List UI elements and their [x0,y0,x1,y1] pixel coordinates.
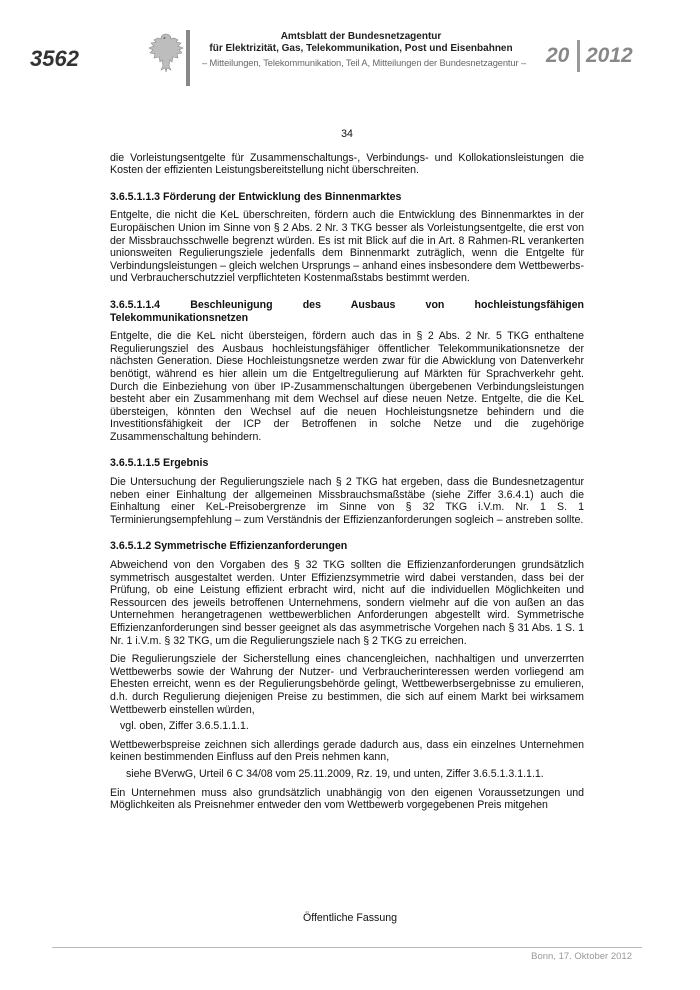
document-body [110,128,584,812]
paragraph-intro: die Vorleistungsentgelte für Zusammenschaltungs-, Verbindungs- und Kollokationsleistungen die Kosten der effizienten Leistungsbereitstellung nicht überschreiten. [110,151,584,177]
federal-eagle-icon [146,30,186,74]
issue-number: 20 [546,44,570,67]
header-divider [186,30,190,86]
gazette-subtitle: – Mitteilungen, Telekommunikation, Teil A, Mitteilungen der Bundesnetzagentur – [201,58,527,68]
footer-label: Öffentliche Fassung [302,912,398,924]
footer-divider [52,947,642,948]
paragraph-final: Ein Unternehmen muss also grundsätzlich unabhängig von den eigenen Voraussetzungen und Möglichkeiten als Preisnehmer entweder den vom Wettbewerb vorgegebenen Preis mitgehen [110,786,584,812]
heading-ausbau-line2: Telekommunikationsnetzen [110,311,249,324]
issue-year: 2012 [586,44,633,67]
gazette-title-line2: für Elektrizität, Gas, Telekommunikation, Post und Eisenbahnen [209,43,513,54]
issue-divider [577,40,580,72]
footer-date: Bonn, 17. Oktober 2012 [531,951,632,962]
paragraph-symmetrisch-1: Abweichend von den Vorgaben des § 32 TKG sollten die Effizienzanforderungen grundsätzlich symmetrisch ausgestaltet werden. Unter Effizienzsymmetrie wird dabei verstanden, dass bei der Prüfung, ob eine Leistung effizient erbracht wird, nicht auf die individuellen Möglichkeiten und Ressourcen des jeweils betroffenen Unternehmens, sondern vielmehr auf die von außen an das Unternehmen herangetragenen wettbewerblichen Anforderungen abgestellt wird. Symmetrische Effizienzanforderungen sind besser geeignet als das asymmetrische Vorgehen nach § 31 Abs. 1 S. 1 Nr. 1 i.V.m. § 32 TKG, um die Regulierungsziele nach § 2 TKG zu erreichen. [110,559,584,647]
document-page-marker: 34 [341,128,353,140]
paragraph-wettbewerbspreise: Wettbewerbspreise zeichnen sich allerdings gerade dadurch aus, dass ein einzelnes Unternehmen keinen bestimmenden Einfluss auf den Preis nehmen kann, [110,738,584,764]
page-header [0,0,700,90]
gazette-title-line1: Amtsblatt der Bundesnetzagentur [280,31,442,42]
citation-1: vgl. oben, Ziffer 3.6.5.1.1.1. [120,720,249,733]
paragraph-ergebnis: Die Untersuchung der Regulierungsziele nach § 2 TKG hat ergeben, dass die Bundesnetzagentur neben einer Einhaltung der allgemeinen Missbrauchsmaßstäbe (siehe Ziffer 3.6.4.1) auch die Einhaltung einer KeL-Preisobergrenze im Sinne von § 32 TKG i.V.m. Nr. 1 S. 1 Terminierungsempfehlung – zum Verständnis der Effizienzanforderungen sogleich – anstreben sollte. [110,476,584,526]
heading-ausbau-line1: 3.6.5.1.1.4 Beschleunigung des Ausbaus von hochleistungsfähigen [110,298,584,311]
heading-binnenmarkt: 3.6.5.1.1.3 Förderung der Entwicklung des Binnenmarktes [110,190,402,203]
gazette-title [196,31,526,55]
paragraph-symmetrisch-2: Die Regulierungsziele der Sicherstellung eines chancengleichen, nachhaltigen und unverzerrten Wettbewerbs sowie der Wahrung der Nutzer- und Verbraucherinteressen werden vorliegend am Ehesten erreicht, wenn es der Regulierungsbehörde gelingt, Wettbewerbsergebnisse zu emulieren, d.h. durch Regulierung diejenigen Preise zu bestimmen, die sich auf einem Markt bei wirksamem Wettbewerb einstellen würden, [110,653,584,716]
page-number: 3562 [30,46,79,71]
paragraph-binnenmarkt: Entgelte, die nicht die KeL überschreiten, fördern auch die Entwicklung des Binnenmarktes in der Europäischen Union im Sinne von § 2 Abs. 2 Nr. 3 TKG besser als Vorleistungsentgelte, die erst von der Missbrauchsschwelle begrenzt würden. Es ist mit Blick auf die in Art. 8 Rahmen-RL verankerten unionsweiten Regulierungsziele jedenfalls dem Binnenmarkt zuträglich, wenn die Entgelte für Verbindungsleistungen – gleich welchen Ursprungs – anhand eines insbesondere dem Wettbewerbs- und Verbraucherschutzziel verpflichteten Kostenmaßstabs bestimmt werden. [110,209,584,285]
paragraph-ausbau: Entgelte, die die KeL nicht übersteigen, fördern auch das in § 2 Abs. 2 Nr. 5 TKG enthaltene Regulierungsziel des Ausbaus hochleistungsfähiger öffentlicher Telekommunikationsnetze der nächsten Generation. Diese Hochleistungsnetze werden zwar für die Abwicklung von Datenverkehr benötigt, während es hier allein um die Entgeltregulierung auf Märkten für Sprachverkehr geht. Durch die Einbeziehung von über IP-Zusammenschaltungen übergebenen Verbindungsleistungen besteht aber ein Zusammenhang mit dem Wechsel auf diese neuen Netze. Entgelte, die die KeL übersteigen, könnten den Wechsel auf die neuen Hochleistungsnetze behindern und die Investitionsfähigkeit der ICP der Betroffenen in solche Netze und die zugehörige Zusammenschaltung behindern. [110,330,584,443]
citation-2: siehe BVerwG, Urteil 6 C 34/08 vom 25.11.2009, Rz. 19, und unten, Ziffer 3.6.5.1.3.1.1.1. [126,767,544,780]
heading-symmetrisch: 3.6.5.1.2 Symmetrische Effizienzanforderungen [110,540,348,553]
heading-ergebnis: 3.6.5.1.1.5 Ergebnis [110,457,209,470]
